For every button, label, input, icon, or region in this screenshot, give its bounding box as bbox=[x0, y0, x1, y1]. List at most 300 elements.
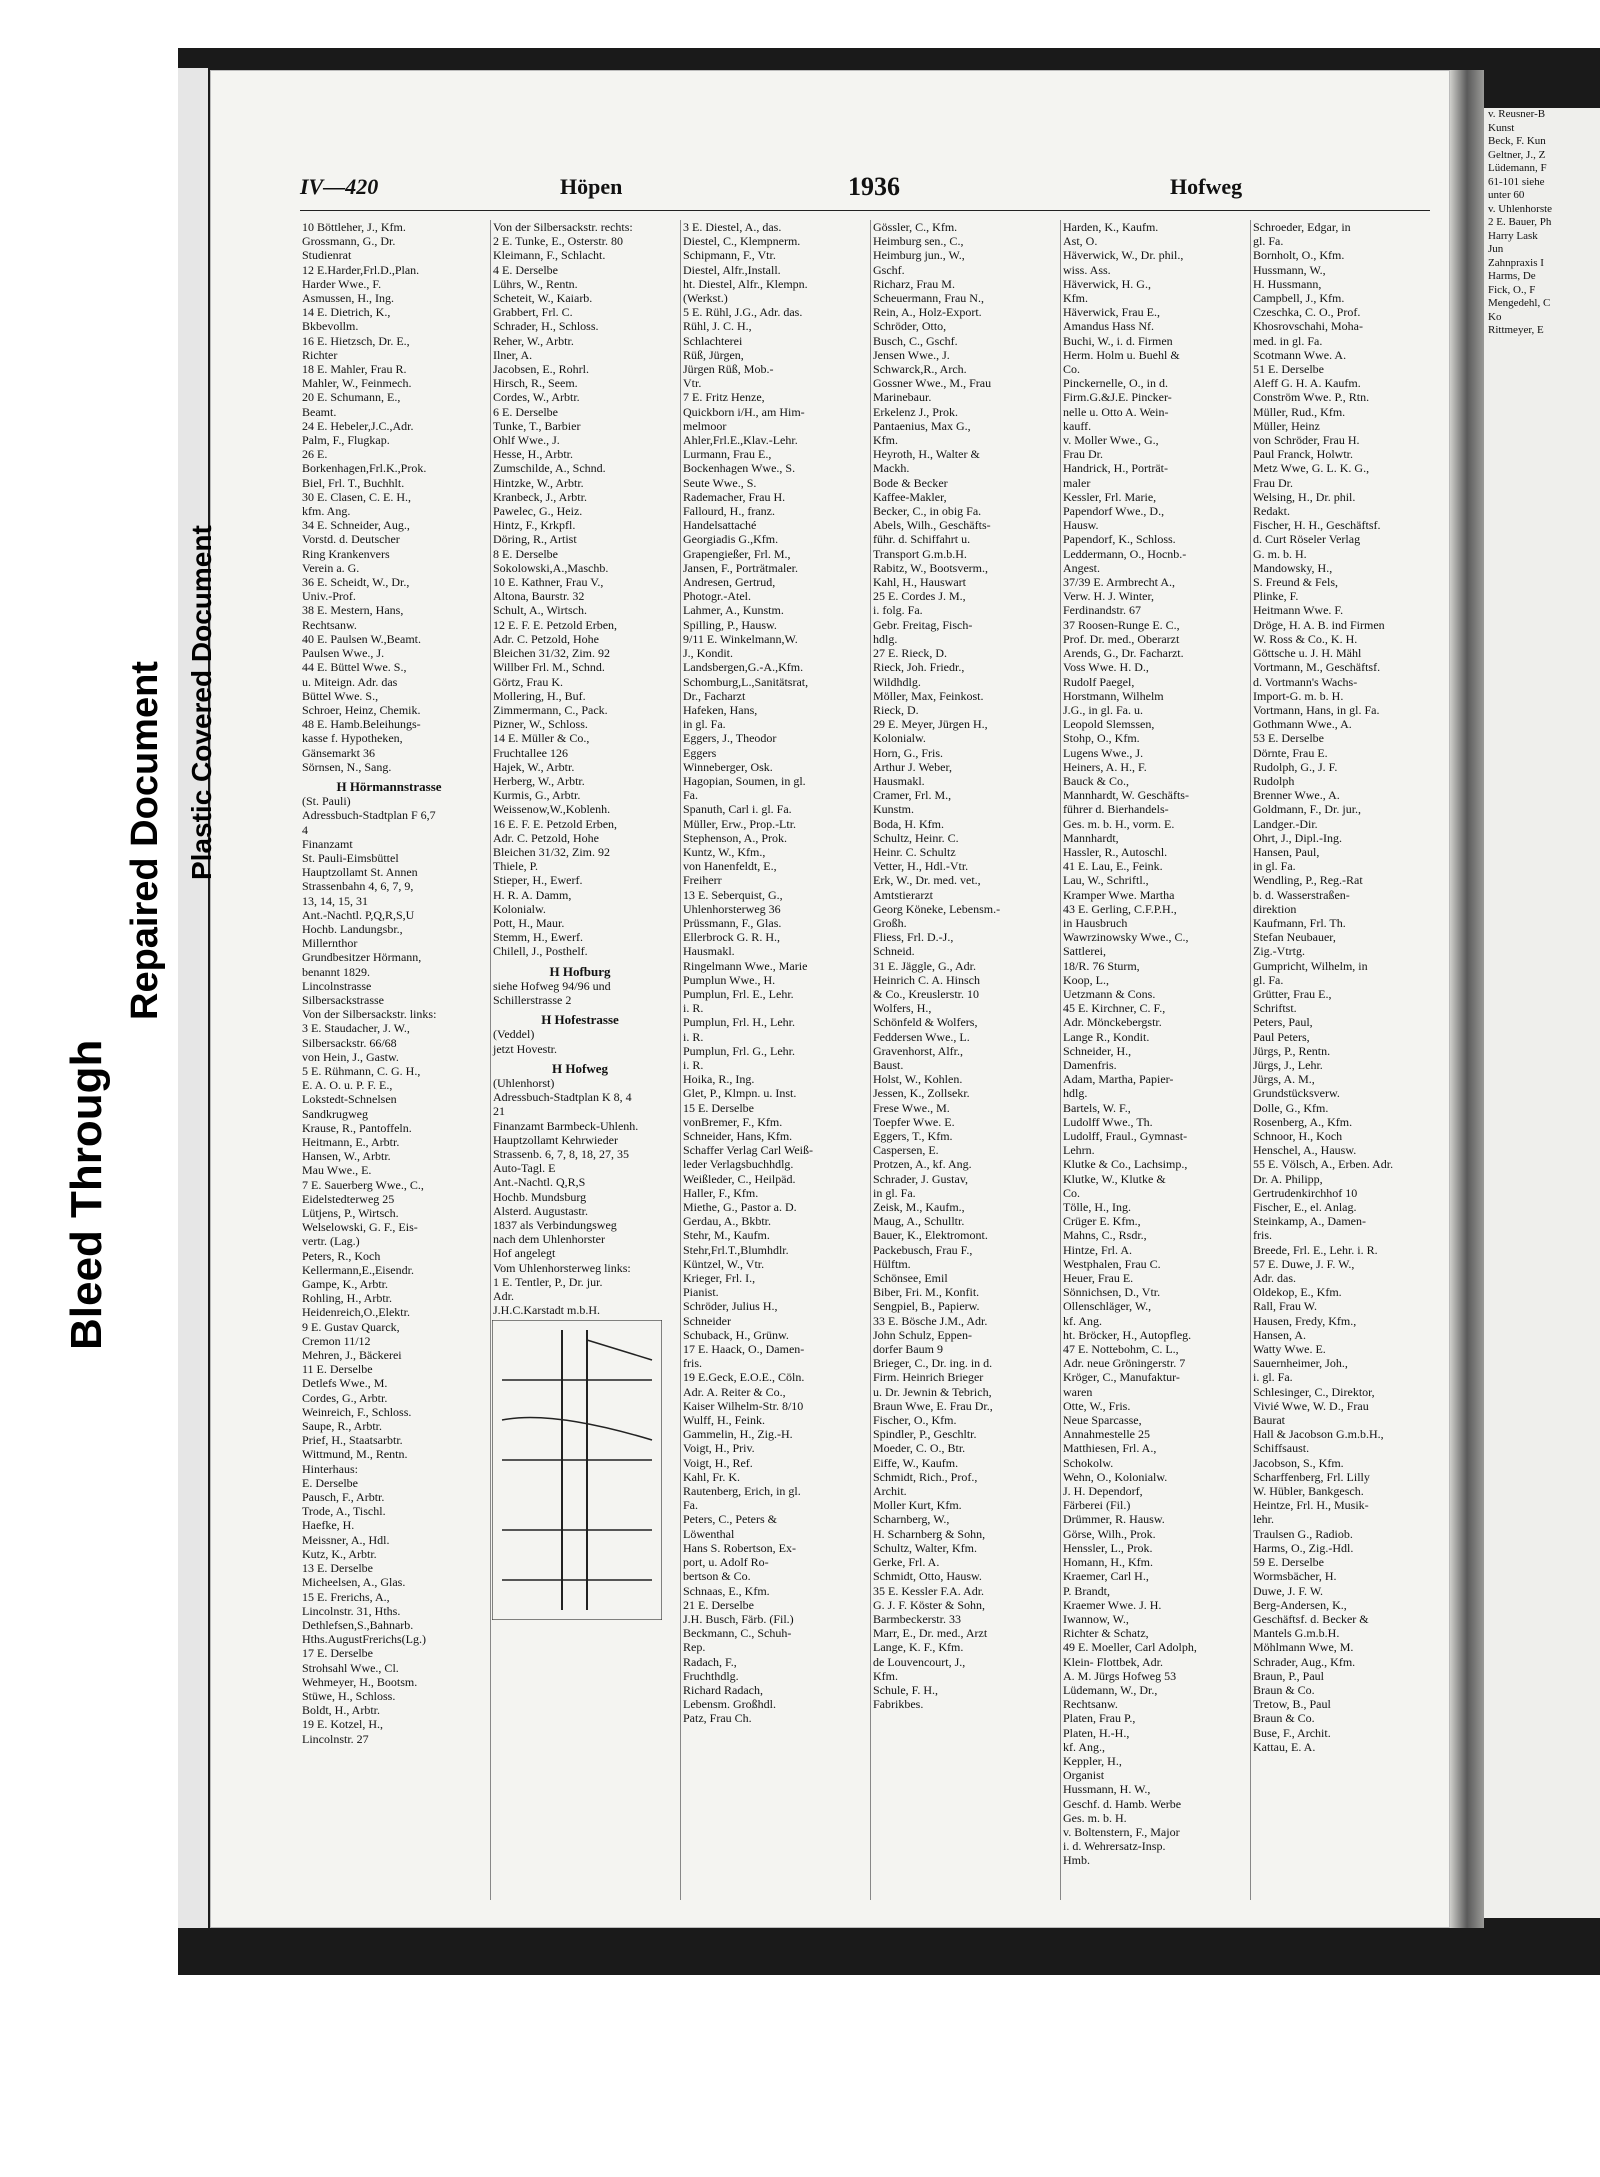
entry-line: 1837 als Verbindungsweg bbox=[493, 1218, 617, 1233]
entry-line: Hesse, H., Arbtr. bbox=[493, 447, 573, 462]
entry-line: Horn, G., Fris. bbox=[873, 745, 944, 760]
entry-line: Landger.-Dir. bbox=[1253, 816, 1318, 831]
entry-line: Hoika, R., Ing. bbox=[683, 1072, 755, 1087]
entry-line: Silbersackstr. 66/68 bbox=[302, 1035, 397, 1050]
entry-line: 13, 14, 15, 31 bbox=[302, 893, 368, 908]
entry-line: Scharffenberg, Frl. Lilly bbox=[1253, 1469, 1370, 1484]
entry-line: Duwe, J. F. W. bbox=[1253, 1583, 1324, 1598]
entry-line: Richter bbox=[302, 347, 338, 362]
entry-line: Schuback, H., Grünw. bbox=[683, 1327, 789, 1342]
entry-line: Schipmann, F., Vtr. bbox=[683, 248, 776, 263]
entry-line: Detlefs Wwe., M. bbox=[302, 1376, 388, 1391]
entry-line: Grundstücksverw. bbox=[1253, 1086, 1340, 1101]
entry-line: Busch, C., Gschf. bbox=[873, 333, 958, 348]
entry-line: Häverwick, W., Dr. phil., bbox=[1063, 248, 1184, 263]
entry-line: Verw. H. J. Winter, bbox=[1063, 589, 1155, 604]
entry-line: Hausmakl. bbox=[873, 773, 925, 788]
entry-line: Plinke, F. bbox=[1253, 589, 1299, 604]
entry-line: Weinreich, F., Schloss. bbox=[302, 1404, 412, 1419]
entry-line: Ludolff, Fraul., Gymnast- bbox=[1063, 1129, 1188, 1143]
entry-line: Andresen, Gertrud, bbox=[683, 575, 776, 590]
entry-line: Westphalen, Frau C. bbox=[1063, 1256, 1161, 1271]
entry-line: Hans S. Robertson, Ex- bbox=[683, 1540, 796, 1555]
entry-line: 26 E. bbox=[302, 447, 328, 462]
entry-line: 29 E. Meyer, Jürgen H., bbox=[873, 717, 988, 732]
entry-line: 40 E. Paulsen W.,Beamt. bbox=[302, 631, 421, 646]
entry-line: Transport G.m.b.H. bbox=[873, 546, 967, 561]
entry-line: Ellerbrock G. R. H., bbox=[683, 930, 780, 945]
entry-line: Eidelstedterweg 25 bbox=[302, 1191, 395, 1206]
entry-line: Lange, K. F., Kfm. bbox=[873, 1640, 964, 1655]
entry-line: Winneberger, Osk. bbox=[683, 759, 773, 774]
entry-line: Lütjens, P., Wirtsch. bbox=[302, 1206, 399, 1221]
entry-line: kfm. Ang. bbox=[302, 504, 351, 519]
entry-line: Rudolph, G., J. F. bbox=[1253, 759, 1338, 774]
entry-line: Jürgs, A. M., bbox=[1253, 1072, 1315, 1087]
entry-line: Harms, O., Zig.-Hdl. bbox=[1253, 1540, 1354, 1555]
entry-line: Oldekop, E., Kfm. bbox=[1253, 1285, 1342, 1300]
entry-line: Frau Dr. bbox=[1063, 447, 1103, 462]
entry-line: Bartels, W. F., bbox=[1063, 1100, 1131, 1115]
entry-line: Neue Sparcasse, bbox=[1063, 1413, 1142, 1428]
entry-line: Pumplun, Frl. H., Lehr. bbox=[683, 1015, 796, 1030]
entry-line: Firm.G.&J.E. Pincker- bbox=[1063, 390, 1172, 405]
entry-line: E. A. O. u. P. F. E., bbox=[302, 1078, 393, 1093]
entry-line: Sengpiel, B., Papierw. bbox=[873, 1299, 980, 1314]
entry-line: Marinebaur. bbox=[873, 390, 932, 405]
entry-line: Gothmann Wwe., A. bbox=[1253, 717, 1352, 732]
entry-line: Gossner Wwe., M., Frau bbox=[873, 376, 992, 391]
entry-line: Fliess, Frl. D.-J., bbox=[873, 930, 954, 945]
entry-line: Voigt, H., Priv. bbox=[683, 1441, 755, 1456]
entry-line: Klein- Flottbek, Adr. bbox=[1063, 1654, 1163, 1669]
entry-line: Thiele, P. bbox=[493, 859, 538, 874]
entry-line: Schokolw. bbox=[1063, 1455, 1114, 1470]
entry-line: 1 E. Tentler, P., Dr. jur. bbox=[493, 1274, 603, 1289]
entry-line: Watty Wwe. E. bbox=[1253, 1342, 1326, 1357]
entry-line: 37/39 E. Armbrecht A., bbox=[1063, 575, 1175, 590]
entry-line: John Schulz, Eppen- bbox=[873, 1327, 972, 1342]
entry-line: 5 E. Rühl, J.G., Adr. das. bbox=[683, 305, 803, 320]
entry-line: 34 E. Schneider, Aug., bbox=[302, 518, 410, 533]
entry-line: Paulsen Wwe., J. bbox=[302, 646, 385, 661]
entry-line: Schlesinger, C., Direktor, bbox=[1253, 1384, 1375, 1399]
entry-line: Co. bbox=[1063, 362, 1081, 377]
entry-line: Hmb. bbox=[1063, 1853, 1090, 1868]
entry-line: Schönfeld & Wolfers, bbox=[873, 1015, 978, 1030]
street-heading: H Hofestrasse bbox=[541, 1013, 619, 1028]
entry-line: port, u. Adolf Ro- bbox=[683, 1555, 769, 1570]
entry-line: Packebusch, Frau F., bbox=[873, 1242, 973, 1257]
entry-line: d. Curt Röseler Verlag bbox=[1253, 532, 1361, 547]
entry-line: Arthur J. Weber, bbox=[873, 759, 952, 774]
entry-line: Schultz, Heinr. C. bbox=[873, 830, 959, 845]
entry-line: Ant.-Nachtl. P,Q,R,S,U bbox=[302, 907, 415, 922]
entry-line: Baurat bbox=[1253, 1413, 1285, 1428]
entry-line: Amandus Hass Nf. bbox=[1063, 319, 1154, 334]
entry-line: 7 E. Fritz Henze, bbox=[683, 390, 765, 405]
entry-line: 35 E. Kessler F.A. Adr. bbox=[873, 1583, 985, 1598]
entry-line: i. R. bbox=[683, 1057, 704, 1072]
entry-line: jetzt Hovestr. bbox=[493, 1041, 557, 1056]
entry-line: Boldt, H., Arbtr. bbox=[302, 1703, 381, 1718]
entry-line: Sattlerei, bbox=[1063, 944, 1106, 959]
entry-line: H. R. A. Damm, bbox=[493, 887, 572, 902]
entry-line: Schrader, J. Gustav, bbox=[873, 1171, 969, 1186]
entry-line: fris. bbox=[1253, 1228, 1272, 1243]
entry-line: Mehren, J., Bäckerei bbox=[302, 1348, 402, 1363]
entry-line: Adressbuch-Stadtplan K 8, 4 bbox=[493, 1090, 632, 1105]
entry-line: Georg Köneke, Lebensm.- bbox=[873, 901, 1001, 916]
entry-line: Mandowsky, H., bbox=[1253, 560, 1333, 575]
entry-line: 9 E. Gustav Quarck, bbox=[302, 1319, 400, 1334]
entry-line: Schönsee, Emil bbox=[873, 1271, 948, 1286]
entry-line: Hansen, W., Arbtr. bbox=[302, 1149, 391, 1164]
entry-line: Prof. Dr. med., Oberarzt bbox=[1063, 631, 1180, 646]
entry-line: Müller, Rud., Kfm. bbox=[1253, 404, 1346, 419]
entry-line: Prief, H., Staatsarbtr. bbox=[302, 1433, 403, 1448]
entry-line: Khosrovschahi, Moha- bbox=[1253, 319, 1363, 334]
entry-line: Spanuth, Carl i. gl. Fa. bbox=[683, 802, 792, 817]
entry-line: Fruchthdlg. bbox=[683, 1668, 739, 1683]
entry-line: Jansen, F., Porträtmaler. bbox=[683, 560, 799, 575]
entry-line: Richter & Schatz, bbox=[1063, 1626, 1149, 1641]
entry-line: hdlg. bbox=[873, 631, 898, 646]
entry-line: 12 E. F. E. Petzold Erben, bbox=[493, 617, 618, 632]
entry-line: Fa. bbox=[683, 788, 698, 803]
entry-line: (St. Pauli) bbox=[302, 794, 351, 809]
entry-line: Willber Frl. M., Schnd. bbox=[493, 660, 605, 675]
facing-page-line: Mengedehl, C bbox=[1488, 297, 1551, 309]
street-heading: H Hofburg bbox=[549, 964, 611, 979]
entry-line: 2 E. Tunke, E., Osterstr. 80 bbox=[493, 234, 624, 249]
facing-page-line: Beck, F. Kun bbox=[1488, 135, 1546, 147]
entry-line: Heitmann, E., Arbtr. bbox=[302, 1135, 400, 1149]
entry-line: Ollenschläger, W., bbox=[1063, 1299, 1152, 1314]
entry-line: Schult, A., Wirtsch. bbox=[493, 603, 587, 618]
entry-line: Ludolff Wwe., Th. bbox=[1063, 1114, 1153, 1129]
column-3 bbox=[680, 220, 857, 1900]
entry-line: Rall, Frau W. bbox=[1253, 1299, 1318, 1314]
entry-line: Adr. A. Reiter & Co., bbox=[683, 1384, 786, 1399]
entry-line: Annahmestelle 25 bbox=[1063, 1427, 1150, 1442]
entry-line: Grabbert, Frl. C. bbox=[493, 305, 573, 320]
entry-line: Harder Wwe., F. bbox=[302, 276, 382, 291]
label-plastic-covered: Plastic Covered Document bbox=[186, 525, 217, 880]
entry-line: Rechtsanw. bbox=[302, 617, 357, 632]
entry-line: Hall & Jacobson G.m.b.H., bbox=[1253, 1427, 1384, 1442]
directory-page bbox=[210, 70, 1450, 1928]
entry-line: Gerdau, A., Bkbtr. bbox=[683, 1214, 771, 1229]
entry-line: Schiffsaust. bbox=[1253, 1441, 1310, 1456]
entry-line: führ. d. Schiffahrt u. bbox=[873, 532, 971, 547]
entry-line: Baust. bbox=[873, 1057, 904, 1072]
entry-line: Lange R., Kondit. bbox=[1063, 1029, 1150, 1044]
entry-line: Bkbevollm. bbox=[302, 319, 359, 334]
entry-line: Radach, F., bbox=[683, 1654, 737, 1669]
entry-line: Rüß, Jürgen, bbox=[683, 347, 744, 362]
entry-line: Schultz, Walter, Kfm. bbox=[873, 1540, 977, 1555]
entry-line: Schaffer Verlag Carl Weiß- bbox=[683, 1143, 813, 1158]
entry-line: Bode & Becker bbox=[873, 475, 948, 490]
entry-line: Kellermann,E.,Eisendr. bbox=[302, 1262, 414, 1277]
entry-line: Mahns, C., Rsdr., bbox=[1063, 1228, 1147, 1243]
entry-line: Heuer, Frau E. bbox=[1063, 1271, 1134, 1286]
entry-line: Horstmann, Wilhelm bbox=[1063, 688, 1164, 703]
entry-line: Frau Dr. bbox=[1253, 475, 1293, 490]
entry-line: Strassenb. 6, 7, 8, 18, 27, 35 bbox=[493, 1147, 629, 1161]
entry-line: Stohp, O., Kfm. bbox=[1063, 731, 1140, 746]
entry-line: Quickborn i/H., am Him- bbox=[683, 404, 805, 419]
facing-page-line: Geltner, J., Z bbox=[1488, 148, 1546, 161]
entry-line: 21 bbox=[493, 1104, 505, 1119]
entry-line: Marr, E., Dr. med., Arzt bbox=[873, 1626, 988, 1641]
entry-line: 14 E. Dietrich, K., bbox=[302, 305, 391, 320]
entry-line: 4 bbox=[302, 822, 308, 837]
entry-line: Peters, C., Peters & bbox=[683, 1512, 777, 1527]
entry-line: Wulff, H., Feink. bbox=[683, 1413, 765, 1428]
entry-line: Göttsche u. J. H. Mähl bbox=[1253, 646, 1362, 661]
entry-line: 24 E. Hebeler,J.C.,Adr. bbox=[302, 418, 414, 433]
entry-line: Kaiser Wilhelm-Str. 8/10 bbox=[683, 1398, 804, 1413]
entry-line: ht. Bröcker, H., Autopfleg. bbox=[1063, 1327, 1192, 1342]
entry-line: 7 E. Sauerberg Wwe., C., bbox=[302, 1177, 424, 1192]
entry-line: kasse f. Hypotheken, bbox=[302, 731, 403, 746]
entry-line: Import-G. m. b. H. bbox=[1253, 688, 1344, 703]
entry-line: Photogr.-Atel. bbox=[683, 589, 751, 604]
entry-line: Studienrat bbox=[302, 248, 352, 263]
entry-line: Abels, Wilh., Geschäfts- bbox=[873, 518, 991, 533]
entry-line: Rautenberg, Erich, in gl. bbox=[683, 1484, 801, 1499]
entry-line: Millernthor bbox=[302, 936, 358, 951]
entry-line: Kunstm. bbox=[873, 802, 915, 817]
entry-line: 53 E. Derselbe bbox=[1253, 731, 1324, 746]
entry-line: (Uhlenhorst) bbox=[493, 1075, 555, 1090]
entry-line: Kraemer, Carl H., bbox=[1063, 1569, 1149, 1584]
entry-line: Adr. bbox=[493, 1289, 514, 1304]
header-first-name: Höpen bbox=[560, 174, 623, 199]
entry-line: Cordes, W., Arbtr. bbox=[493, 390, 580, 405]
entry-line: b. d. Wasserstraßen- bbox=[1253, 887, 1350, 902]
entry-line: Seute Wwe., S. bbox=[683, 475, 757, 490]
entry-line: Berg-Andersen, K., bbox=[1253, 1597, 1347, 1612]
entry-line: Müller, Erw., Prop.-Ltr. bbox=[683, 816, 797, 831]
entry-line: Moeder, C. O., Btr. bbox=[873, 1441, 966, 1456]
entry-line: Firm. Heinrich Brieger bbox=[873, 1370, 984, 1385]
entry-line: med. in gl. Fa. bbox=[1253, 333, 1323, 348]
entry-line: Handrick, H., Porträt- bbox=[1063, 461, 1168, 476]
entry-line: Heimburg sen., C., bbox=[873, 234, 964, 249]
entry-line: Spindler, P., Geschltr. bbox=[873, 1427, 977, 1442]
entry-line: Zimmermann, C., Pack. bbox=[493, 702, 608, 717]
entry-line: Lehrn. bbox=[1063, 1143, 1095, 1158]
entry-line: 38 E. Mestern, Hans, bbox=[302, 603, 404, 618]
entry-line: Glet, P., Klmpn. u. Inst. bbox=[683, 1086, 797, 1101]
entry-line: Kleimann, F., Schlacht. bbox=[493, 248, 606, 263]
entry-line: Hussmann, H. W., bbox=[1063, 1782, 1151, 1797]
entry-line: Amtstierarzt bbox=[873, 887, 933, 902]
entry-line: Scheuermann, Frau N., bbox=[873, 291, 984, 306]
entry-line: Dörnte, Frau E. bbox=[1253, 745, 1328, 760]
entry-line: Ast, O. bbox=[1063, 234, 1098, 249]
entry-line: Sönnichsen, D., Vtr. bbox=[1063, 1285, 1161, 1300]
entry-line: Kranbeck, J., Arbtr. bbox=[493, 489, 587, 504]
entry-line: Gampe, K., Arbtr. bbox=[302, 1277, 388, 1292]
entry-line: Sokolowski,A.,Maschb. bbox=[493, 560, 609, 575]
column-2 bbox=[490, 220, 667, 1900]
entry-line: Kröger, C., Manufaktur- bbox=[1063, 1370, 1180, 1385]
entry-line: Grundbesitzer Hörmann, bbox=[302, 950, 422, 965]
entry-line: in gl. Fa. bbox=[1253, 859, 1296, 874]
facing-page-line: 2 E. Bauer, Ph bbox=[1488, 216, 1552, 228]
entry-line: Stieper, H., Ewerf. bbox=[493, 873, 583, 888]
entry-line: Rep. bbox=[683, 1640, 706, 1655]
entry-line: Adressbuch-Stadtplan F 6,7 bbox=[302, 808, 436, 823]
entry-line: Eggers, T., Kfm. bbox=[873, 1129, 953, 1143]
entry-line: Vortmann, M., Geschäftsf. bbox=[1253, 660, 1381, 675]
entry-line: Henssler, L., Prok. bbox=[1063, 1540, 1153, 1555]
entry-line: Reher, W., Arbtr. bbox=[493, 333, 574, 348]
entry-line: Hauptzollamt Kehrwieder bbox=[493, 1132, 618, 1147]
entry-line: Heimburg jun., W., bbox=[873, 248, 965, 263]
entry-line: Lüdemann, W., Dr., bbox=[1063, 1682, 1158, 1697]
entry-line: Spilling, P., Hausw. bbox=[683, 617, 777, 632]
entry-line: G. J. F. Köster & Sohn, bbox=[873, 1597, 986, 1612]
entry-line: Conström Wwe. P., Rtn. bbox=[1253, 390, 1370, 405]
entry-line: lehr. bbox=[1253, 1512, 1274, 1527]
entry-line: Scharnberg, W., bbox=[873, 1512, 950, 1527]
entry-line: St. Pauli-Eimsbüttel bbox=[302, 850, 399, 865]
book-gutter bbox=[1450, 70, 1484, 1928]
entry-line: P. Brandt, bbox=[1063, 1583, 1111, 1598]
entry-line: Frese Wwe., M. bbox=[873, 1100, 950, 1115]
entry-line: Lebensm. Großhdl. bbox=[683, 1697, 776, 1712]
entry-line: Wendling, P., Reg.-Rat bbox=[1253, 873, 1363, 888]
entry-line: Gänsemarkt 36 bbox=[302, 745, 375, 760]
facing-page-line: v. Uhlenhorste bbox=[1488, 202, 1553, 215]
entry-line: Bauer, K., Elektromont. bbox=[873, 1228, 988, 1243]
entry-line: Dr. A. Philipp, bbox=[1253, 1171, 1323, 1186]
entry-line: kf. Ang., bbox=[1063, 1739, 1105, 1754]
entry-line: Geschf. d. Hamb. Werbe bbox=[1063, 1796, 1182, 1811]
entry-line: Mollering, H., Buf. bbox=[493, 688, 586, 703]
entry-line: 14 E. Müller & Co., bbox=[493, 731, 590, 746]
entry-line: Küntzel, W., Vtr. bbox=[683, 1256, 765, 1271]
entry-line: Cramer, Frl. M., bbox=[873, 788, 952, 803]
entry-line: Hansen, Paul, bbox=[1253, 844, 1320, 859]
entry-line: Peters, Paul, bbox=[1253, 1015, 1313, 1030]
entry-line: Peters, R., Koch bbox=[302, 1248, 381, 1263]
entry-line: Hirsch, R., Seem. bbox=[493, 376, 578, 391]
street-heading: H Hörmannstrasse bbox=[336, 779, 442, 794]
entry-line: Buse, F., Archit. bbox=[1253, 1725, 1331, 1740]
facing-page-line: 61-101 siehe bbox=[1488, 175, 1545, 188]
entry-line: Finanzamt bbox=[302, 836, 353, 851]
entry-line: Fischer, E., el. Anlag. bbox=[1253, 1200, 1357, 1215]
entry-line: 21 E. Derselbe bbox=[683, 1597, 754, 1612]
entry-line: Pumplun, Frl. E., Lehr. bbox=[683, 986, 794, 1001]
directory-columns bbox=[300, 220, 1430, 1900]
entry-line: Braun & Co. bbox=[1253, 1682, 1315, 1697]
entry-line: Schrader, H., Schloss. bbox=[493, 319, 599, 334]
entry-line: Braun Wwe, E. Frau Dr., bbox=[873, 1398, 993, 1413]
entry-line: Hansen, A. bbox=[1253, 1327, 1306, 1342]
entry-line: Jacobsen, E., Rohrl. bbox=[493, 362, 589, 377]
entry-line: Schneid. bbox=[873, 944, 915, 959]
entry-line: Eiffe, W., Kaufm. bbox=[873, 1455, 959, 1470]
entry-line: 37 Roosen-Runge E. C., bbox=[1063, 617, 1180, 632]
entry-line: Geschäftsf. d. Becker & bbox=[1253, 1611, 1369, 1626]
entry-line: 48 E. Hamb.Beleihungs- bbox=[302, 717, 421, 732]
entry-line: Stehr, M., Kaufm. bbox=[683, 1228, 770, 1243]
entry-line: melmoor bbox=[683, 418, 727, 433]
facing-page-edge bbox=[1484, 108, 1600, 1918]
entry-line: Kfm. bbox=[873, 433, 898, 448]
entry-line: Barmbeckerstr. 33 bbox=[873, 1611, 961, 1626]
entry-line: Rechtsanw. bbox=[1063, 1697, 1118, 1712]
facing-page-line: Rittmeyer, E bbox=[1488, 324, 1544, 336]
entry-line: 45 E. Kirchner, C. F., bbox=[1063, 1001, 1166, 1016]
entry-line: Traulsen G., Radiob. bbox=[1253, 1526, 1353, 1541]
entry-line: Lau, W., Schriftl., bbox=[1063, 873, 1149, 888]
entry-line: Schneider, H., bbox=[1063, 1043, 1132, 1058]
entry-line: Mannhardt, W. Geschäfts- bbox=[1063, 788, 1189, 803]
entry-line: 17 E. Haack, O., Damen- bbox=[683, 1342, 805, 1357]
entry-line: Dethlefsen,S.,Bahnarb. bbox=[302, 1617, 414, 1632]
facing-page-line: Harry Lask bbox=[1488, 229, 1538, 242]
entry-line: Rohling, H., Arbtr. bbox=[302, 1291, 393, 1306]
entry-line: Gerke, Frl. A. bbox=[873, 1555, 940, 1570]
entry-line: direktion bbox=[1253, 901, 1297, 916]
entry-line: Drümmer, R. Hausw. bbox=[1063, 1512, 1165, 1527]
entry-line: Gravenhorst, Alfr., bbox=[873, 1043, 963, 1058]
entry-line: Tretow, B., Paul bbox=[1253, 1697, 1331, 1712]
entry-line: kauff. bbox=[1063, 418, 1092, 433]
entry-line: Görse, Wilh., Prok. bbox=[1063, 1526, 1156, 1541]
entry-line: Matthiesen, Frl. A., bbox=[1063, 1441, 1157, 1456]
entry-line: 51 E. Derselbe bbox=[1253, 362, 1324, 377]
entry-line: Jürgs, P., Rentn. bbox=[1253, 1043, 1331, 1058]
entry-line: Pawelec, G., Heiz. bbox=[493, 504, 583, 519]
facing-page-line: Jun bbox=[1488, 243, 1504, 255]
entry-line: Schroer, Heinz, Chemik. bbox=[302, 702, 421, 717]
entry-line: Färberei (Fil.) bbox=[1063, 1498, 1131, 1513]
entry-line: Adr. neue Gröningerstr. 7 bbox=[1063, 1356, 1186, 1371]
entry-line: Schrader, Aug., Kfm. bbox=[1253, 1654, 1356, 1669]
entry-line: Schneider bbox=[683, 1313, 731, 1328]
entry-line: Adr. Mönckebergstr. bbox=[1063, 1015, 1162, 1030]
entry-line: Cremon 11/12 bbox=[302, 1333, 371, 1348]
entry-line: Caspersen, E. bbox=[873, 1143, 939, 1158]
entry-line: 10 Böttleher, J., Kfm. bbox=[302, 220, 406, 234]
column-1 bbox=[300, 220, 476, 1900]
entry-line: 10 E. Kathner, Frau V., bbox=[493, 575, 604, 590]
entry-line: 19 E.Geck, E.O.E., Cöln. bbox=[683, 1370, 805, 1385]
entry-line: Schröder, Julius H., bbox=[683, 1299, 778, 1314]
entry-line: Gammelin, H., Zig.-H. bbox=[683, 1427, 793, 1442]
entry-line: 18 E. Mahler, Frau R. bbox=[302, 362, 407, 377]
entry-line: Hafeken, Hans, bbox=[683, 702, 758, 717]
entry-line: Damenfris. bbox=[1063, 1057, 1117, 1072]
entry-line: Dolle, G., Kfm. bbox=[1253, 1100, 1329, 1115]
entry-line: Kolonialw. bbox=[873, 731, 926, 746]
entry-line: Metz Wwe, G. L. K. G., bbox=[1253, 461, 1370, 476]
entry-line: Adr. das. bbox=[1253, 1271, 1296, 1286]
entry-line: Fischer, O., Kfm. bbox=[873, 1413, 957, 1428]
entry-line: Lahmer, A., Kunstm. bbox=[683, 603, 784, 618]
entry-line: 16 E. Hietzsch, Dr. E., bbox=[302, 333, 410, 348]
entry-line: Häverwick, Frau E., bbox=[1063, 305, 1160, 320]
